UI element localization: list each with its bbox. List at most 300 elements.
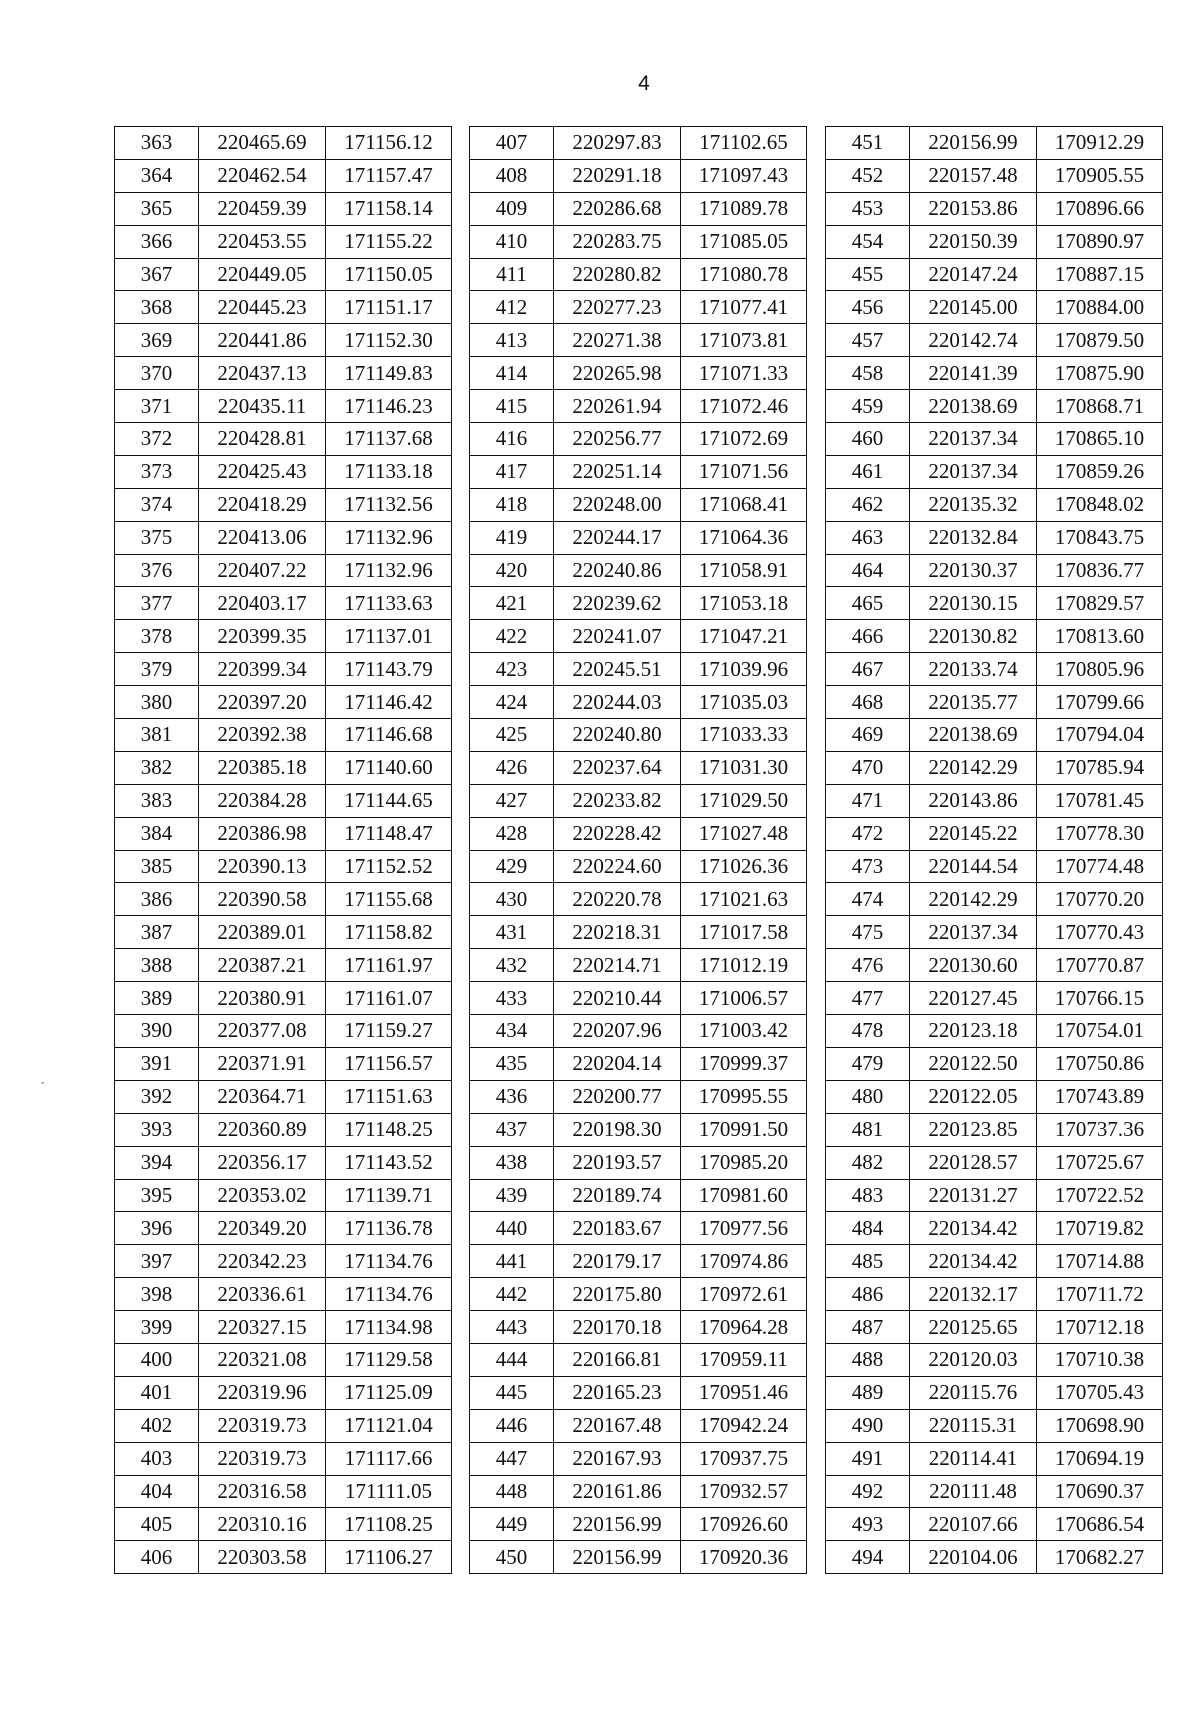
y-coordinate-cell: 170848.02 (1037, 488, 1163, 521)
point-number-cell: 384 (115, 817, 199, 850)
x-coordinate-cell: 220138.69 (910, 390, 1037, 423)
x-coordinate-cell: 220428.81 (199, 423, 326, 456)
x-coordinate-cell: 220134.42 (910, 1212, 1037, 1245)
point-number-cell: 442 (470, 1278, 554, 1311)
table-row (115, 719, 452, 752)
y-coordinate-cell: 170836.77 (1037, 554, 1163, 587)
x-coordinate-cell: 220167.48 (554, 1409, 681, 1442)
table-row (826, 455, 1163, 488)
y-coordinate-cell: 171132.96 (326, 521, 452, 554)
y-coordinate-cell: 170737.36 (1037, 1113, 1163, 1146)
x-coordinate-cell: 220138.69 (910, 719, 1037, 752)
x-coordinate-cell: 220303.58 (199, 1541, 326, 1574)
y-coordinate-cell: 171143.52 (326, 1146, 452, 1179)
x-coordinate-cell: 220133.74 (910, 653, 1037, 686)
point-number-cell: 395 (115, 1179, 199, 1212)
table-row (826, 423, 1163, 456)
table-row (470, 784, 807, 817)
x-coordinate-cell: 220265.98 (554, 357, 681, 390)
table-row (115, 291, 452, 324)
point-number-cell: 418 (470, 488, 554, 521)
table-row (115, 554, 452, 587)
y-coordinate-cell: 171106.27 (326, 1541, 452, 1574)
table-row (826, 751, 1163, 784)
point-number-cell: 378 (115, 620, 199, 653)
x-coordinate-cell: 220403.17 (199, 587, 326, 620)
x-coordinate-cell: 220128.57 (910, 1146, 1037, 1179)
x-coordinate-cell: 220240.80 (554, 719, 681, 752)
point-number-cell: 487 (826, 1311, 910, 1344)
table-row (826, 1245, 1163, 1278)
y-coordinate-cell: 171155.22 (326, 225, 452, 258)
x-coordinate-cell: 220244.03 (554, 686, 681, 719)
point-number-cell: 381 (115, 719, 199, 752)
y-coordinate-cell: 170995.55 (681, 1080, 807, 1113)
x-coordinate-cell: 220150.39 (910, 225, 1037, 258)
table-row (115, 488, 452, 521)
y-coordinate-cell: 171137.01 (326, 620, 452, 653)
x-coordinate-cell: 220193.57 (554, 1146, 681, 1179)
point-number-cell: 413 (470, 324, 554, 357)
y-coordinate-cell: 171039.96 (681, 653, 807, 686)
table-row (115, 1113, 452, 1146)
table-row (470, 850, 807, 883)
table-row (826, 883, 1163, 916)
point-number-cell: 371 (115, 390, 199, 423)
x-coordinate-cell: 220425.43 (199, 455, 326, 488)
table-row (826, 1343, 1163, 1376)
point-number-cell: 439 (470, 1179, 554, 1212)
table-row (470, 324, 807, 357)
x-coordinate-cell: 220130.37 (910, 554, 1037, 587)
x-coordinate-cell: 220277.23 (554, 291, 681, 324)
y-coordinate-cell: 171085.05 (681, 225, 807, 258)
table-row (470, 291, 807, 324)
scan-speck: ˏ (40, 1068, 45, 1084)
point-number-cell: 432 (470, 949, 554, 982)
x-coordinate-cell: 220179.17 (554, 1245, 681, 1278)
point-number-cell: 476 (826, 949, 910, 982)
x-coordinate-cell: 220387.21 (199, 949, 326, 982)
point-number-cell: 400 (115, 1343, 199, 1376)
point-number-cell: 436 (470, 1080, 554, 1113)
point-number-cell: 388 (115, 949, 199, 982)
point-number-cell: 374 (115, 488, 199, 521)
x-coordinate-cell: 220364.71 (199, 1080, 326, 1113)
y-coordinate-cell: 171097.43 (681, 159, 807, 192)
y-coordinate-cell: 170711.72 (1037, 1278, 1163, 1311)
table-row (826, 1311, 1163, 1344)
table-row (826, 982, 1163, 1015)
table-row (115, 258, 452, 291)
point-number-cell: 363 (115, 127, 199, 160)
table-row (115, 1015, 452, 1048)
y-coordinate-cell: 171132.56 (326, 488, 452, 521)
x-coordinate-cell: 220200.77 (554, 1080, 681, 1113)
y-coordinate-cell: 170951.46 (681, 1376, 807, 1409)
x-coordinate-cell: 220342.23 (199, 1245, 326, 1278)
y-coordinate-cell: 171152.30 (326, 324, 452, 357)
table-row (470, 1475, 807, 1508)
table-row (470, 1376, 807, 1409)
point-number-cell: 454 (826, 225, 910, 258)
table-row (826, 554, 1163, 587)
x-coordinate-cell: 220142.29 (910, 751, 1037, 784)
y-coordinate-cell: 170754.01 (1037, 1015, 1163, 1048)
y-coordinate-cell: 170750.86 (1037, 1047, 1163, 1080)
y-coordinate-cell: 171137.68 (326, 423, 452, 456)
y-coordinate-cell: 171158.14 (326, 192, 452, 225)
table-row (115, 949, 452, 982)
y-coordinate-cell: 170719.82 (1037, 1212, 1163, 1245)
point-number-cell: 414 (470, 357, 554, 390)
point-number-cell: 445 (470, 1376, 554, 1409)
y-coordinate-cell: 171017.58 (681, 916, 807, 949)
point-number-cell: 430 (470, 883, 554, 916)
x-coordinate-cell: 220130.60 (910, 949, 1037, 982)
x-coordinate-cell: 220390.58 (199, 883, 326, 916)
point-number-cell: 397 (115, 1245, 199, 1278)
y-coordinate-cell: 170999.37 (681, 1047, 807, 1080)
y-coordinate-cell: 171117.66 (326, 1442, 452, 1475)
table-row (470, 225, 807, 258)
table-row (826, 390, 1163, 423)
table-row (470, 949, 807, 982)
point-number-cell: 456 (826, 291, 910, 324)
x-coordinate-cell: 220135.77 (910, 686, 1037, 719)
point-number-cell: 390 (115, 1015, 199, 1048)
table-row (115, 423, 452, 456)
x-coordinate-cell: 220166.81 (554, 1343, 681, 1376)
y-coordinate-cell: 170710.38 (1037, 1343, 1163, 1376)
point-number-cell: 488 (826, 1343, 910, 1376)
table-row (470, 751, 807, 784)
point-number-cell: 484 (826, 1212, 910, 1245)
x-coordinate-cell: 220233.82 (554, 784, 681, 817)
x-coordinate-cell: 220107.66 (910, 1508, 1037, 1541)
y-coordinate-cell: 171053.18 (681, 587, 807, 620)
y-coordinate-cell: 171161.07 (326, 982, 452, 1015)
x-coordinate-cell: 220271.38 (554, 324, 681, 357)
y-coordinate-cell: 171157.47 (326, 159, 452, 192)
y-coordinate-cell: 170974.86 (681, 1245, 807, 1278)
x-coordinate-cell: 220156.99 (910, 127, 1037, 160)
x-coordinate-cell: 220286.68 (554, 192, 681, 225)
x-coordinate-cell: 220145.00 (910, 291, 1037, 324)
table-row (470, 1146, 807, 1179)
table-row (470, 423, 807, 456)
point-number-cell: 366 (115, 225, 199, 258)
table-row (115, 587, 452, 620)
y-coordinate-cell: 171139.71 (326, 1179, 452, 1212)
y-coordinate-cell: 171155.68 (326, 883, 452, 916)
point-number-cell: 419 (470, 521, 554, 554)
y-coordinate-cell: 171159.27 (326, 1015, 452, 1048)
point-number-cell: 405 (115, 1508, 199, 1541)
x-coordinate-cell: 220161.86 (554, 1475, 681, 1508)
y-coordinate-cell: 170766.15 (1037, 982, 1163, 1015)
y-coordinate-cell: 170959.11 (681, 1343, 807, 1376)
point-number-cell: 483 (826, 1179, 910, 1212)
point-number-cell: 462 (826, 488, 910, 521)
y-coordinate-cell: 170972.61 (681, 1278, 807, 1311)
y-coordinate-cell: 170694.19 (1037, 1442, 1163, 1475)
table-row (115, 357, 452, 390)
x-coordinate-cell: 220165.23 (554, 1376, 681, 1409)
y-coordinate-cell: 170912.29 (1037, 127, 1163, 160)
y-coordinate-cell: 170770.87 (1037, 949, 1163, 982)
point-number-cell: 480 (826, 1080, 910, 1113)
point-number-cell: 464 (826, 554, 910, 587)
x-coordinate-cell: 220183.67 (554, 1212, 681, 1245)
x-coordinate-cell: 220170.18 (554, 1311, 681, 1344)
point-number-cell: 448 (470, 1475, 554, 1508)
y-coordinate-cell: 170843.75 (1037, 521, 1163, 554)
point-number-cell: 494 (826, 1541, 910, 1574)
table-row (470, 982, 807, 1015)
y-coordinate-cell: 170805.96 (1037, 653, 1163, 686)
y-coordinate-cell: 171033.33 (681, 719, 807, 752)
point-number-cell: 428 (470, 817, 554, 850)
x-coordinate-cell: 220115.76 (910, 1376, 1037, 1409)
x-coordinate-cell: 220241.07 (554, 620, 681, 653)
point-number-cell: 491 (826, 1442, 910, 1475)
point-number-cell: 438 (470, 1146, 554, 1179)
table-row (470, 653, 807, 686)
point-number-cell: 382 (115, 751, 199, 784)
table-row (826, 1015, 1163, 1048)
y-coordinate-cell: 170937.75 (681, 1442, 807, 1475)
x-coordinate-cell: 220349.20 (199, 1212, 326, 1245)
x-coordinate-cell: 220327.15 (199, 1311, 326, 1344)
y-coordinate-cell: 171146.42 (326, 686, 452, 719)
table-row (115, 192, 452, 225)
point-number-cell: 469 (826, 719, 910, 752)
point-number-cell: 437 (470, 1113, 554, 1146)
x-coordinate-cell: 220251.14 (554, 455, 681, 488)
table-row (826, 1541, 1163, 1574)
point-number-cell: 479 (826, 1047, 910, 1080)
x-coordinate-cell: 220130.82 (910, 620, 1037, 653)
y-coordinate-cell: 171133.63 (326, 587, 452, 620)
y-coordinate-cell: 170859.26 (1037, 455, 1163, 488)
point-number-cell: 446 (470, 1409, 554, 1442)
x-coordinate-cell: 220104.06 (910, 1541, 1037, 1574)
y-coordinate-cell: 170690.37 (1037, 1475, 1163, 1508)
table-row (470, 488, 807, 521)
table-row (826, 258, 1163, 291)
y-coordinate-cell: 171148.25 (326, 1113, 452, 1146)
table-row (826, 653, 1163, 686)
point-number-cell: 450 (470, 1541, 554, 1574)
point-number-cell: 417 (470, 455, 554, 488)
table-row (115, 1475, 452, 1508)
x-coordinate-cell: 220218.31 (554, 916, 681, 949)
table-row (115, 982, 452, 1015)
table-row (115, 751, 452, 784)
table-row (115, 1343, 452, 1376)
table-row (826, 1442, 1163, 1475)
page-number: 4 (638, 72, 650, 95)
point-number-cell: 404 (115, 1475, 199, 1508)
point-number-cell: 423 (470, 653, 554, 686)
y-coordinate-cell: 171012.19 (681, 949, 807, 982)
point-number-cell: 485 (826, 1245, 910, 1278)
y-coordinate-cell: 170977.56 (681, 1212, 807, 1245)
y-coordinate-cell: 171149.83 (326, 357, 452, 390)
x-coordinate-cell: 220207.96 (554, 1015, 681, 1048)
y-coordinate-cell: 170781.45 (1037, 784, 1163, 817)
y-coordinate-cell: 171148.47 (326, 817, 452, 850)
table-row (826, 784, 1163, 817)
table-row (470, 258, 807, 291)
x-coordinate-cell: 220130.15 (910, 587, 1037, 620)
y-coordinate-cell: 171156.57 (326, 1047, 452, 1080)
x-coordinate-cell: 220142.29 (910, 883, 1037, 916)
point-number-cell: 441 (470, 1245, 554, 1278)
y-coordinate-cell: 170705.43 (1037, 1376, 1163, 1409)
y-coordinate-cell: 171047.21 (681, 620, 807, 653)
point-number-cell: 364 (115, 159, 199, 192)
table-row (470, 686, 807, 719)
table-row (470, 1212, 807, 1245)
x-coordinate-cell: 220156.99 (554, 1541, 681, 1574)
x-coordinate-cell: 220157.48 (910, 159, 1037, 192)
x-coordinate-cell: 220392.38 (199, 719, 326, 752)
table-row (826, 1080, 1163, 1113)
y-coordinate-cell: 171064.36 (681, 521, 807, 554)
x-coordinate-cell: 220137.34 (910, 916, 1037, 949)
point-number-cell: 449 (470, 1508, 554, 1541)
point-number-cell: 368 (115, 291, 199, 324)
point-number-cell: 389 (115, 982, 199, 1015)
point-number-cell: 482 (826, 1146, 910, 1179)
x-coordinate-cell: 220220.78 (554, 883, 681, 916)
point-number-cell: 392 (115, 1080, 199, 1113)
table-row (470, 719, 807, 752)
y-coordinate-cell: 170926.60 (681, 1508, 807, 1541)
y-coordinate-cell: 171134.76 (326, 1278, 452, 1311)
y-coordinate-cell: 171156.12 (326, 127, 452, 160)
point-number-cell: 375 (115, 521, 199, 554)
x-coordinate-cell: 220319.73 (199, 1442, 326, 1475)
y-coordinate-cell: 170778.30 (1037, 817, 1163, 850)
table-row (115, 850, 452, 883)
y-coordinate-cell: 171003.42 (681, 1015, 807, 1048)
point-number-cell: 396 (115, 1212, 199, 1245)
point-number-cell: 465 (826, 587, 910, 620)
x-coordinate-cell: 220380.91 (199, 982, 326, 1015)
x-coordinate-cell: 220204.14 (554, 1047, 681, 1080)
table-row (826, 127, 1163, 160)
x-coordinate-cell: 220145.22 (910, 817, 1037, 850)
point-number-cell: 451 (826, 127, 910, 160)
y-coordinate-cell: 171136.78 (326, 1212, 452, 1245)
table-row (826, 850, 1163, 883)
point-number-cell: 447 (470, 1442, 554, 1475)
y-coordinate-cell: 171035.03 (681, 686, 807, 719)
point-number-cell: 376 (115, 554, 199, 587)
x-coordinate-cell: 220123.18 (910, 1015, 1037, 1048)
x-coordinate-cell: 220316.58 (199, 1475, 326, 1508)
point-number-cell: 420 (470, 554, 554, 587)
table-row (826, 587, 1163, 620)
table-row (470, 554, 807, 587)
y-coordinate-cell: 170890.97 (1037, 225, 1163, 258)
table-row (115, 686, 452, 719)
y-coordinate-cell: 171080.78 (681, 258, 807, 291)
x-coordinate-cell: 220115.31 (910, 1409, 1037, 1442)
x-coordinate-cell: 220125.65 (910, 1311, 1037, 1344)
x-coordinate-cell: 220137.34 (910, 423, 1037, 456)
x-coordinate-cell: 220131.27 (910, 1179, 1037, 1212)
x-coordinate-cell: 220399.34 (199, 653, 326, 686)
table-row (470, 916, 807, 949)
table-row (470, 357, 807, 390)
y-coordinate-cell: 170964.28 (681, 1311, 807, 1344)
point-number-cell: 478 (826, 1015, 910, 1048)
table-row (470, 817, 807, 850)
table-row (826, 1047, 1163, 1080)
point-number-cell: 402 (115, 1409, 199, 1442)
table-row (115, 127, 452, 160)
x-coordinate-cell: 220122.05 (910, 1080, 1037, 1113)
table-row (826, 1146, 1163, 1179)
point-number-cell: 473 (826, 850, 910, 883)
x-coordinate-cell: 220319.73 (199, 1409, 326, 1442)
point-number-cell: 468 (826, 686, 910, 719)
x-coordinate-cell: 220239.62 (554, 587, 681, 620)
y-coordinate-cell: 170905.55 (1037, 159, 1163, 192)
point-number-cell: 443 (470, 1311, 554, 1344)
table-row (115, 916, 452, 949)
table-row (115, 1541, 452, 1574)
x-coordinate-cell: 220445.23 (199, 291, 326, 324)
y-coordinate-cell: 170799.66 (1037, 686, 1163, 719)
point-number-cell: 410 (470, 225, 554, 258)
y-coordinate-cell: 171151.17 (326, 291, 452, 324)
table-row (115, 159, 452, 192)
point-number-cell: 425 (470, 719, 554, 752)
x-coordinate-cell: 220377.08 (199, 1015, 326, 1048)
point-number-cell: 435 (470, 1047, 554, 1080)
y-coordinate-cell: 170794.04 (1037, 719, 1163, 752)
point-number-cell: 411 (470, 258, 554, 291)
table-row (470, 1541, 807, 1574)
table-row (115, 883, 452, 916)
table-row (115, 1245, 452, 1278)
x-coordinate-cell: 220132.84 (910, 521, 1037, 554)
point-number-cell: 385 (115, 850, 199, 883)
table-row (470, 1278, 807, 1311)
x-coordinate-cell: 220189.74 (554, 1179, 681, 1212)
x-coordinate-cell: 220167.93 (554, 1442, 681, 1475)
table-row (470, 159, 807, 192)
point-number-cell: 391 (115, 1047, 199, 1080)
y-coordinate-cell: 171129.58 (326, 1343, 452, 1376)
x-coordinate-cell: 220224.60 (554, 850, 681, 883)
table-row (826, 357, 1163, 390)
y-coordinate-cell: 171152.52 (326, 850, 452, 883)
table-row (115, 225, 452, 258)
x-coordinate-cell: 220384.28 (199, 784, 326, 817)
x-coordinate-cell: 220156.99 (554, 1508, 681, 1541)
y-coordinate-cell: 171125.09 (326, 1376, 452, 1409)
x-coordinate-cell: 220297.83 (554, 127, 681, 160)
point-number-cell: 372 (115, 423, 199, 456)
point-number-cell: 387 (115, 916, 199, 949)
x-coordinate-cell: 220280.82 (554, 258, 681, 291)
